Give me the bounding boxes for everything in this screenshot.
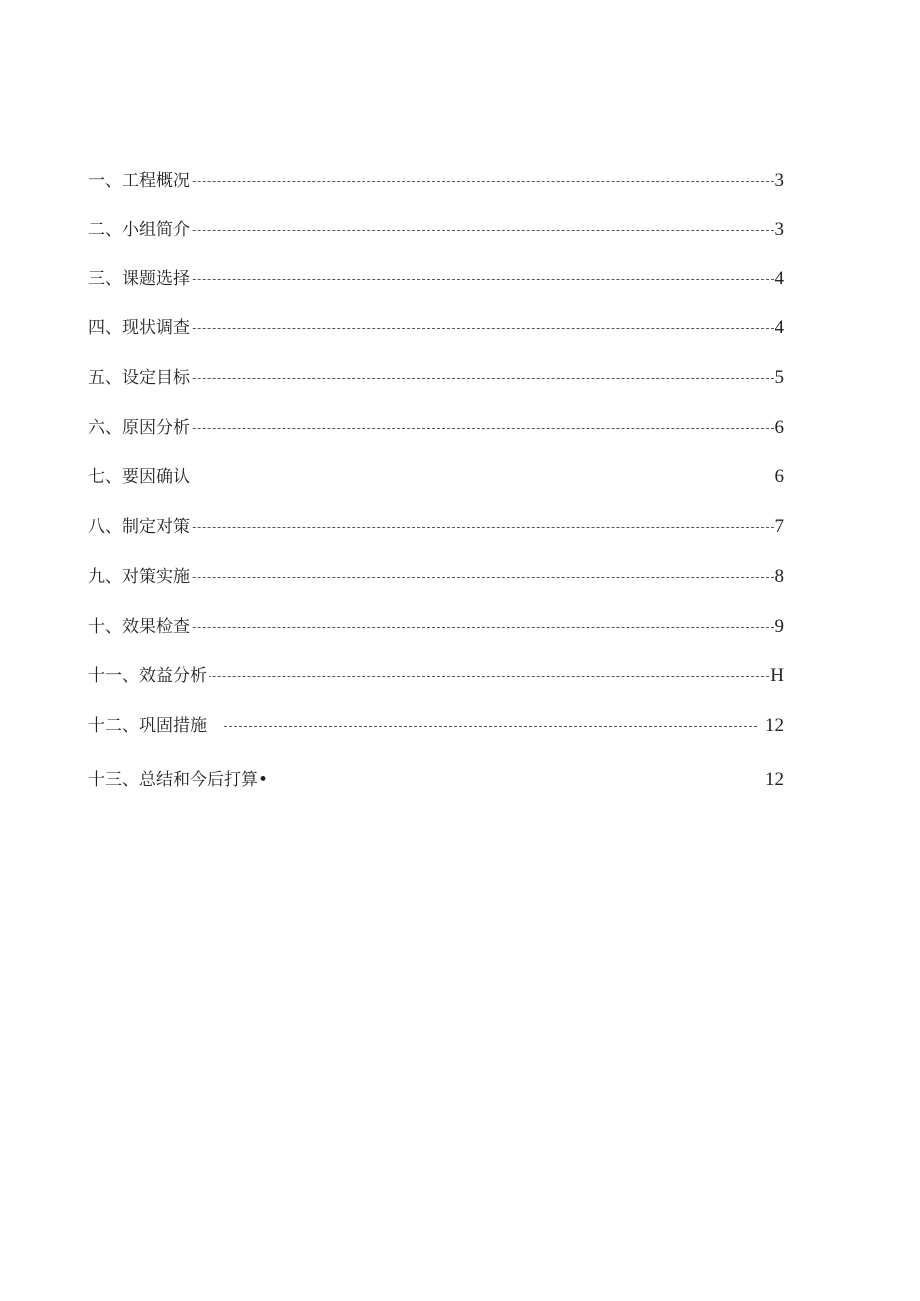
toc-entry-label: 十、效果检查 xyxy=(88,612,192,642)
toc-leader-dots xyxy=(88,181,784,182)
toc-page-number: 8 xyxy=(774,562,785,592)
toc-page-number: H xyxy=(769,661,784,691)
toc-entry-6[interactable] xyxy=(88,413,784,443)
toc-page-number: 7 xyxy=(774,512,785,542)
toc-leader-dots xyxy=(88,577,784,578)
toc-page-number: 3 xyxy=(774,166,785,196)
toc-leader-dots xyxy=(88,328,784,329)
toc-entry-7[interactable] xyxy=(88,462,784,492)
toc-entry-label: 一、工程概况 xyxy=(88,166,192,196)
toc-leader-dots xyxy=(88,527,784,528)
toc-page-number: 12 xyxy=(764,765,784,795)
toc-page-number: 4 xyxy=(774,313,785,343)
toc-entry-11[interactable] xyxy=(88,661,784,691)
toc-entry-label: 十一、效益分析 xyxy=(88,661,209,691)
toc-entry-label: 二、小组简介 xyxy=(88,215,192,245)
toc-entry-9[interactable] xyxy=(88,562,784,592)
toc-leader-dots xyxy=(224,726,757,727)
toc-entry-label: 十二、巩固措施 xyxy=(88,711,209,741)
toc-entry-5[interactable] xyxy=(88,363,784,393)
toc-entry-1[interactable] xyxy=(88,166,784,196)
toc-entry-label: 十三、总结和今后打算• xyxy=(88,765,270,795)
toc-entry-label: 九、对策实施 xyxy=(88,562,192,592)
toc-entry-label: 七、要因确认 xyxy=(88,462,192,492)
toc-page-number: 6 xyxy=(774,462,785,492)
toc-entry-label: 五、设定目标 xyxy=(88,363,192,393)
toc-entry-label: 三、课题选择 xyxy=(88,264,192,294)
toc-entry-label: 四、现状调查 xyxy=(88,313,192,343)
toc-entry-13[interactable] xyxy=(88,765,784,795)
toc-leader-dots xyxy=(88,428,784,429)
toc-leader-dots xyxy=(88,279,784,280)
toc-leader-dots xyxy=(88,627,784,628)
toc-entry-label: 八、制定对策 xyxy=(88,512,192,542)
toc-entry-2[interactable] xyxy=(88,215,784,245)
toc-entry-3[interactable] xyxy=(88,264,784,294)
table-of-contents xyxy=(88,166,784,790)
toc-page-number: 12 xyxy=(764,711,784,741)
toc-leader-dots xyxy=(88,230,784,231)
toc-page-number: 3 xyxy=(774,215,785,245)
toc-page-number: 9 xyxy=(774,612,785,642)
toc-entry-10[interactable] xyxy=(88,612,784,642)
toc-leader-dots xyxy=(88,378,784,379)
toc-entry-8[interactable] xyxy=(88,512,784,542)
toc-entry-12[interactable] xyxy=(88,711,784,741)
toc-entry-label: 六、原因分析 xyxy=(88,413,192,443)
toc-page-number: 6 xyxy=(774,413,785,443)
toc-page-number: 5 xyxy=(774,363,785,393)
toc-entry-4[interactable] xyxy=(88,313,784,343)
toc-page-number: 4 xyxy=(774,264,785,294)
